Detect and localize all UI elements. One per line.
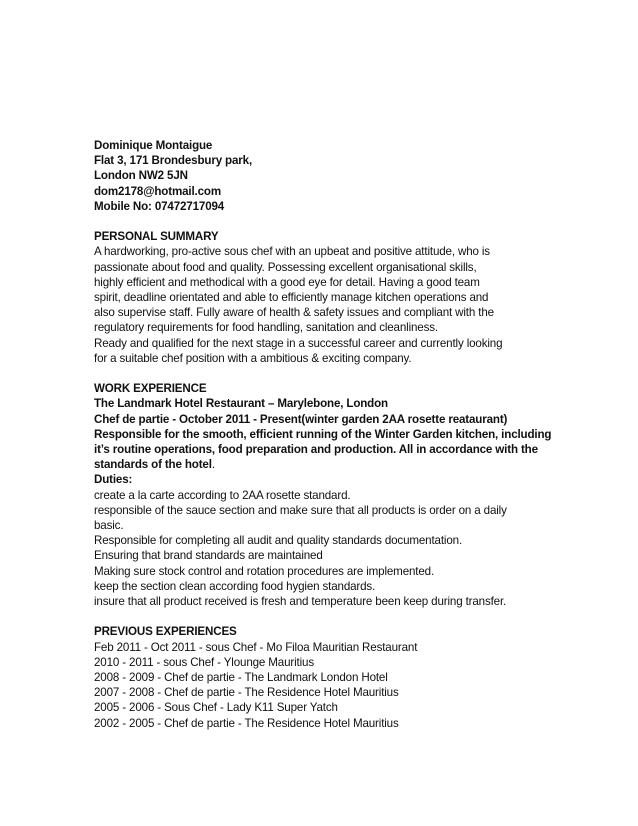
address-line-2: London NW2 5JN <box>94 169 188 183</box>
mobile-number: Mobile No: 07472717094 <box>94 199 225 213</box>
duty-item: Ensuring that brand standards are maintained <box>94 549 323 563</box>
previous-experiences-section <box>94 624 619 730</box>
cv-page <box>94 138 619 731</box>
duty-item: responsible of the sauce section and make sure that all products is order on a daily <box>94 503 507 517</box>
summary-line: regulatory requirements for food handling, sanitation and cleanliness. <box>94 321 438 335</box>
responsibility-line: Responsible for the smooth, efficient running of the Winter Garden kitchen, including <box>94 427 552 441</box>
email-address: dom2178@hotmail.com <box>94 184 222 198</box>
experience-item: 2008 - 2009 - Chef de partie - The Landmark London Hotel <box>94 671 388 685</box>
section-heading: PREVIOUS EXPERIENCES <box>94 625 237 639</box>
responsibility-line-last <box>94 457 619 472</box>
duties-label: Duties: <box>94 473 133 487</box>
summary-line: also supervise staff. Fully aware of health & safety issues and compliant with the <box>94 306 494 320</box>
experience-item: 2002 - 2005 - Chef de partie - The Residence Hotel Mauritius <box>94 716 399 730</box>
duty-item: create a la carte according to 2AA rosette standard. <box>94 488 351 502</box>
work-experience-section <box>94 381 619 609</box>
section-heading: WORK EXPERIENCE <box>94 382 207 396</box>
responsibility-punct: . <box>211 458 215 472</box>
responsibility-text: standards of the hotel <box>94 458 212 472</box>
duty-item: insure that all product received is fresh and temperature been keep during transfer. <box>94 595 507 609</box>
summary-line: for a suitable chef position with a ambitious & exciting company. <box>94 351 412 365</box>
responsibility-line: it’s routine operations, food preparation and production. All in accordance with the <box>94 443 538 457</box>
experience-item: Feb 2011 - Oct 2011 - sous Chef - Mo Filoa Mauritian Restaurant <box>94 640 418 654</box>
duty-item: Responsible for completing all audit and quality standards documentation. <box>94 534 463 548</box>
job-role: Chef de partie - October 2011 - Present(winter garden 2AA rosette reataurant) <box>94 412 508 426</box>
experience-item: 2005 - 2006 - Sous Chef - Lady K11 Super Yatch <box>94 701 338 715</box>
experience-item: 2010 - 2011 - sous Chef - Ylounge Mauritius <box>94 655 314 669</box>
summary-line: highly efficient and methodical with a good eye for detail. Having a good team <box>94 275 480 289</box>
summary-line: Ready and qualified for the next stage in a successful career and currently looking <box>94 336 503 350</box>
contact-block <box>94 138 619 214</box>
duty-item: Making sure stock control and rotation procedures are implemented. <box>94 564 435 578</box>
address-line-1: Flat 3, 171 Brondesbury park, <box>94 154 253 168</box>
personal-summary-section <box>94 229 619 366</box>
duty-item: basic. <box>94 519 124 533</box>
duty-item: keep the section clean according food hygien standards. <box>94 579 376 593</box>
candidate-name: Dominique Montaigue <box>94 139 213 152</box>
summary-line: A hardworking, pro-active sous chef with an upbeat and positive attitude, who is <box>94 245 490 259</box>
summary-line: passionate about food and quality. Possessing excellent organisational skills, <box>94 260 477 274</box>
experience-item: 2007 - 2008 - Chef de partie - The Residence Hotel Mauritius <box>94 686 399 700</box>
summary-line: spirit, deadline orientated and able to efficiently manage kitchen operations and <box>94 291 489 305</box>
employer-name: The Landmark Hotel Restaurant – Marylebone, London <box>94 397 388 411</box>
section-heading: PERSONAL SUMMARY <box>94 230 219 244</box>
